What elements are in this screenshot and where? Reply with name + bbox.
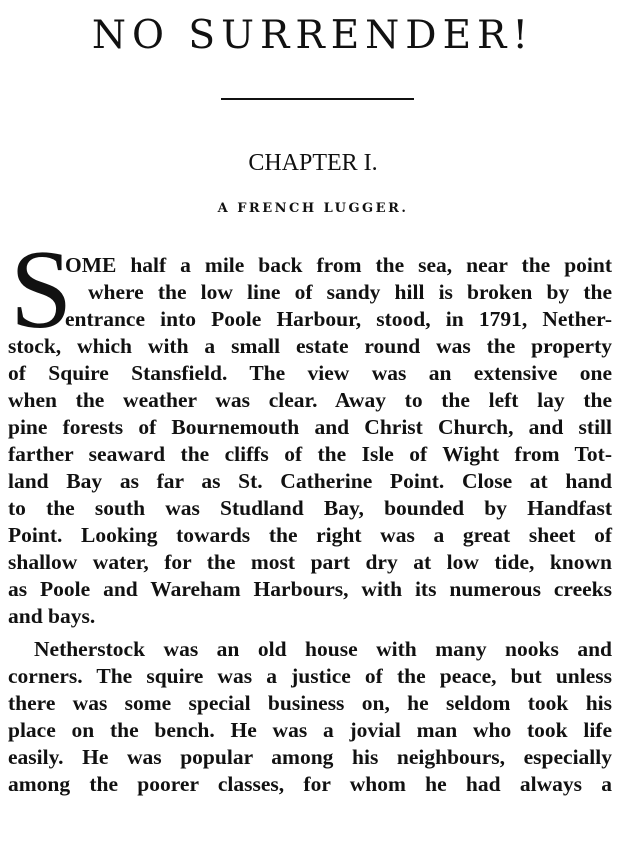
paragraph-1-line-4: stock, which with a small estate round was the property <box>8 334 612 358</box>
book-title: NO SURRENDER! <box>91 13 535 58</box>
chapter-subtitle: A FRENCH LUGGER. <box>217 201 409 216</box>
paragraph-2-line-5: easily. He was popular among his neighbours, especially <box>8 745 612 769</box>
paragraph-1-line-1: OME half a mile back from the sea, near the point <box>65 253 612 277</box>
paragraph-1-line-5: of Squire Stansfield. The view was an extensive one <box>8 361 612 385</box>
paragraph-1-line-13: as Poole and Wareham Harbours, with its numerous creeks <box>8 577 612 601</box>
paragraph-1-line-9: land Bay as far as St. Catherine Point. Close at hand <box>8 469 612 493</box>
paragraph-1-line-10: to the south was Studland Bay, bounded by Handfast <box>8 496 612 520</box>
drop-cap: S <box>10 228 73 352</box>
paragraph-1-line-3: entrance into Poole Harbour, stood, in 1791, Nether- <box>65 307 612 331</box>
paragraph-1-line-2: where the low line of sandy hill is broken by the <box>88 280 612 304</box>
paragraph-2-line-2: corners. The squire was a justice of the peace, but unless <box>8 664 612 688</box>
paragraph-2-line-1: Netherstock was an old house with many nooks and <box>34 637 612 661</box>
title-divider <box>221 98 414 100</box>
paragraph-1-line-12: shallow water, for the most part dry at low tide, known <box>8 550 612 574</box>
paragraph-2-line-4: place on the bench. He was a jovial man who took life <box>8 718 612 742</box>
paragraph-1-line-8: farther seaward the cliffs of the Isle of Wight from Tot- <box>8 442 612 466</box>
paragraph-2-line-6: among the poorer classes, for whom he had always a <box>8 772 612 796</box>
paragraph-2-line-3: there was some special business on, he seldom took his <box>8 691 612 715</box>
paragraph-1-line-14: and bays. <box>8 604 96 628</box>
paragraph-1-line-6: when the weather was clear. Away to the left lay the <box>8 388 612 412</box>
paragraph-1-line-7: pine forests of Bournemouth and Christ Church, and still <box>8 415 612 439</box>
chapter-heading: CHAPTER I. <box>248 150 378 176</box>
paragraph-1-line-11: Point. Looking towards the right was a great sheet of <box>8 523 612 547</box>
